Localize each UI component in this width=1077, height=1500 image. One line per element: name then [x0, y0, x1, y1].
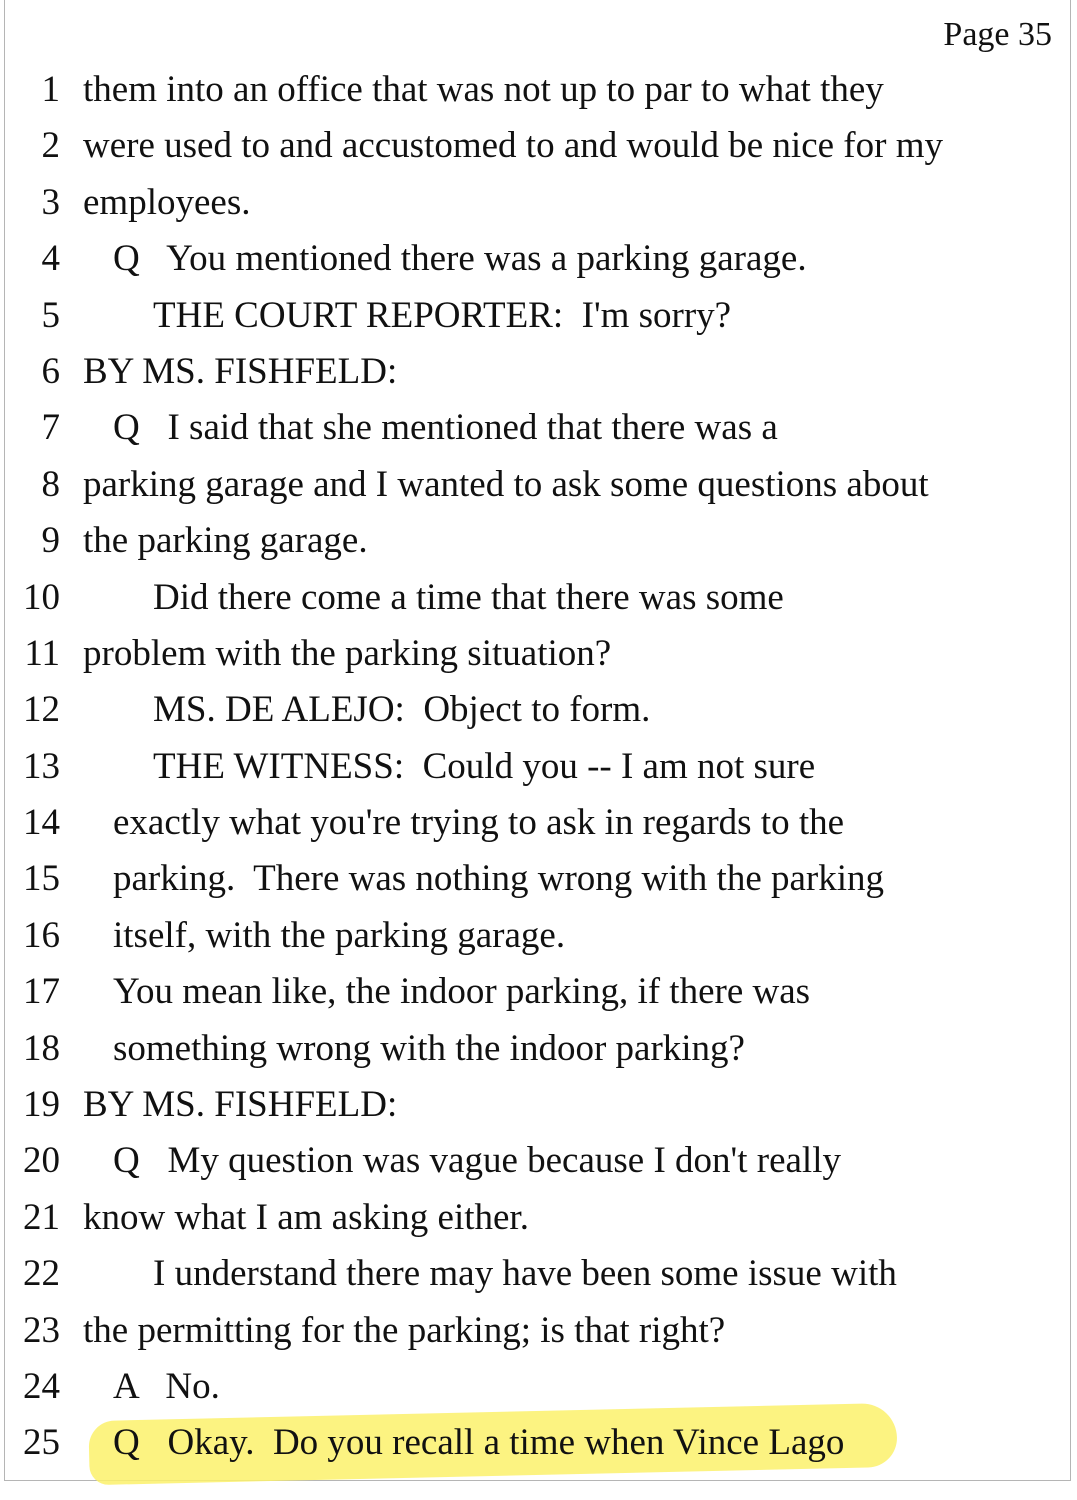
- line-number: 1: [41, 69, 60, 110]
- transcript-line: [5, 288, 1070, 344]
- transcript-line: [5, 1133, 1070, 1189]
- line-number: 14: [23, 802, 60, 844]
- transcript-line: [5, 851, 1070, 907]
- line-number: 19: [23, 1084, 60, 1126]
- transcript-lines: [5, 62, 1070, 1472]
- line-number: 24: [23, 1365, 60, 1407]
- line-text: A No.: [113, 1365, 220, 1407]
- transcript-line: [5, 231, 1070, 287]
- line-text: know what I am asking either.: [83, 1196, 529, 1238]
- line-text: Q Okay. Do you recall a time when Vince Lago: [113, 1422, 845, 1464]
- line-text: problem with the parking situation?: [83, 632, 612, 674]
- line-number: 3: [41, 181, 60, 223]
- page-number: Page 35: [943, 16, 1052, 53]
- transcript-line: [5, 964, 1070, 1020]
- line-text: Q My question was vague because I don't really: [113, 1140, 841, 1182]
- line-text: I understand there may have been some issue with: [153, 1253, 897, 1295]
- line-text: BY MS. FISHFELD:: [83, 1084, 398, 1126]
- line-text: BY MS. FISHFELD:: [83, 350, 398, 392]
- line-number: 9: [41, 520, 60, 562]
- transcript-line: [5, 1415, 1070, 1471]
- line-number: 21: [23, 1196, 60, 1238]
- line-text: the parking garage.: [83, 520, 368, 562]
- transcript-line: [5, 1303, 1070, 1359]
- line-text: were used to and accustomed to and would be nice for my: [83, 125, 943, 167]
- transcript-line: [5, 1359, 1070, 1415]
- line-text: employees.: [83, 181, 251, 223]
- transcript-line: [5, 62, 1070, 118]
- transcript-line: [5, 908, 1070, 964]
- line-text: itself, with the parking garage.: [113, 914, 566, 956]
- line-number: 4: [41, 238, 60, 280]
- transcript-line: [5, 682, 1070, 738]
- line-text: MS. DE ALEJO: Object to form.: [153, 689, 651, 731]
- transcript-line: [5, 1077, 1070, 1133]
- transcript-line: [5, 118, 1070, 174]
- line-text: Did there come a time that there was some: [153, 576, 784, 618]
- transcript-line: [5, 1021, 1070, 1077]
- line-number: 25: [23, 1422, 60, 1464]
- line-number: 18: [23, 1027, 60, 1069]
- line-text: THE COURT REPORTER: I'm sorry?: [153, 294, 732, 336]
- line-number: 20: [23, 1140, 60, 1182]
- line-number: 16: [23, 914, 60, 956]
- line-text: something wrong with the indoor parking?: [113, 1027, 745, 1069]
- line-text: Q I said that she mentioned that there was a: [113, 407, 778, 449]
- line-number: 15: [23, 858, 60, 900]
- transcript-line: [5, 1246, 1070, 1302]
- line-text: parking. There was nothing wrong with the parking: [113, 858, 885, 900]
- line-number: 11: [24, 632, 60, 674]
- line-number: 12: [23, 689, 60, 731]
- transcript-line: [5, 457, 1070, 513]
- line-number: 23: [23, 1309, 60, 1351]
- transcript-page: [4, 0, 1071, 1481]
- line-number: 7: [41, 407, 60, 449]
- line-number: 10: [23, 576, 60, 618]
- line-text: the permitting for the parking; is that right?: [83, 1309, 726, 1351]
- transcript-line: [5, 795, 1070, 851]
- line-number: 8: [41, 463, 60, 505]
- line-text: You mean like, the indoor parking, if there was: [113, 971, 811, 1013]
- line-text: parking garage and I wanted to ask some questions about: [83, 463, 929, 505]
- line-text: them into an office that was not up to par to what they: [83, 69, 884, 110]
- transcript-line: [5, 739, 1070, 795]
- line-number: 5: [41, 294, 60, 336]
- transcript-line: [5, 175, 1070, 231]
- line-number: 2: [41, 125, 60, 167]
- line-text: exactly what you're trying to ask in regards to the: [113, 802, 845, 844]
- line-text: THE WITNESS: Could you -- I am not sure: [153, 745, 816, 787]
- line-number: 6: [41, 350, 60, 392]
- line-number: 17: [23, 971, 60, 1013]
- line-number: 13: [23, 745, 60, 787]
- transcript-line: [5, 344, 1070, 400]
- transcript-line: [5, 513, 1070, 569]
- line-text: Q You mentioned there was a parking garage.: [113, 238, 807, 280]
- transcript-line: [5, 400, 1070, 456]
- transcript-line: [5, 570, 1070, 626]
- line-number: 22: [23, 1253, 60, 1295]
- transcript-line: [5, 1190, 1070, 1246]
- transcript-line: [5, 626, 1070, 682]
